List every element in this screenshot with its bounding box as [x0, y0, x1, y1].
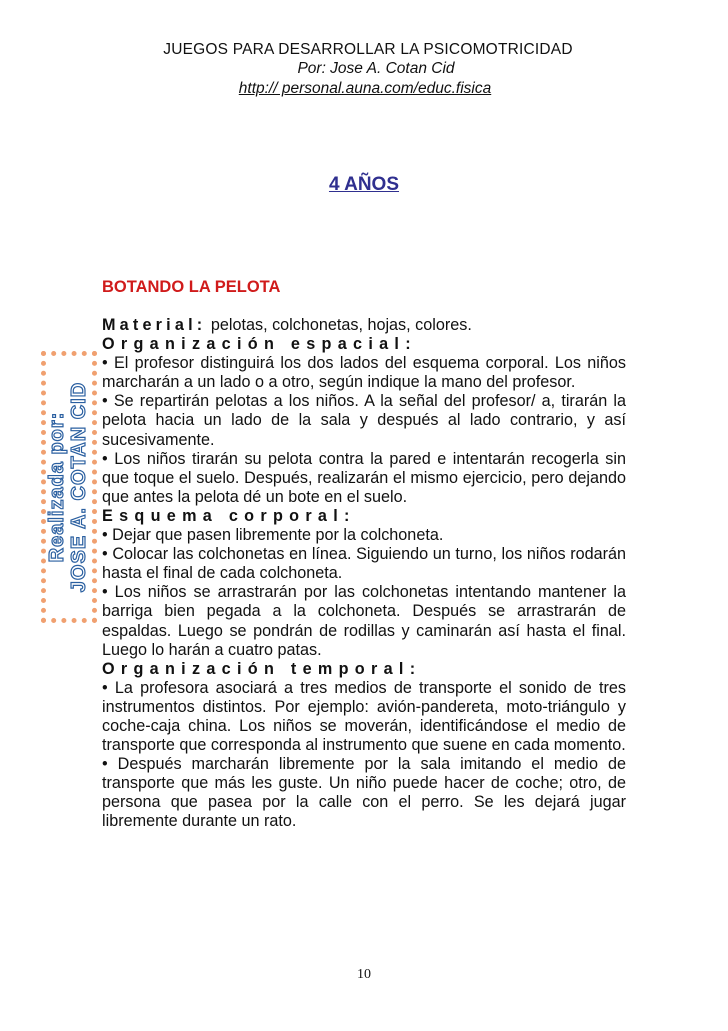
age-heading: 4 AÑOS — [328, 174, 400, 195]
document-header — [0, 40, 728, 99]
material-label: Material: — [102, 316, 207, 334]
list-item: • El profesor distinguirá los dos lados del esquema corporal. Los niños marcharán a un lado o a otro, según indique la mano del profesor. — [102, 354, 626, 392]
document-body — [102, 316, 626, 832]
stamp-line-1: Realizada por: — [46, 411, 68, 563]
section-title: BOTANDO LA PELOTA — [102, 278, 281, 296]
esquema-corporal-label: Esquema corporal: — [102, 506, 356, 525]
document-url[interactable]: http:// personal.auna.com/educ.fisica — [238, 80, 492, 97]
document-title: JUEGOS PARA DESARROLLAR LA PSICOMOTRICIDAD — [163, 41, 573, 58]
author-stamp — [46, 352, 90, 622]
material-paragraph — [102, 316, 626, 335]
list-item: • Los niños tirarán su pelota contra la pared e intentarán recogerla sin que toque el suelo. Después, realizarán el mismo ejercicio, pero dejando que antes la pelota dé un bote en el suelo. — [102, 449, 626, 506]
list-item: • Los niños se arrastrarán por las colchonetas intentando mantener la barriga bien pegada a la colchoneta. Después se arrastrarán de espaldas. Luego se pondrán de rodillas y caminarán así hasta el final. Luego lo harán a cuatro patas. — [102, 583, 626, 659]
stamp-line-2: JOSE A. COTAN CID — [68, 381, 90, 593]
document-author: Por: Jose A. Cotan Cid — [297, 60, 455, 77]
list-item: • Se repartirán pelotas a los niños. A la señal del profesor/ a, tirarán la pelota hacia un lado de la sala y después al lado contrario, y así sucesivamente. — [102, 392, 626, 449]
list-item: • Después marcharán libremente por la sala imitando el medio de transporte que más les guste. Un niño puede hacer de coche; otro, de persona que pasea por la calle con el perro. Se les dejará jugar libremente durante un rato. — [102, 755, 626, 831]
organizacion-espacial-label: Organización espacial: — [102, 335, 417, 354]
organizacion-temporal-label: Organización temporal: — [102, 659, 422, 678]
list-item: • Dejar que pasen libremente por la colchoneta. — [102, 526, 444, 545]
list-item: • Colocar las colchonetas en línea. Siguiendo un turno, los niños rodarán hasta el final de cada colchoneta. — [102, 545, 626, 583]
material-text: pelotas, colchonetas, hojas, colores. — [206, 316, 472, 334]
list-item: • La profesora asociará a tres medios de transporte el sonido de tres instrumentos distintos. Por ejemplo: avión-pandereta, moto-triángulo y coche-caja china. Los niños se moverán, identificándose el medio de transporte que corresponda al instrumento que suene en cada momento. — [102, 678, 626, 755]
page-number: 10 — [357, 967, 371, 982]
